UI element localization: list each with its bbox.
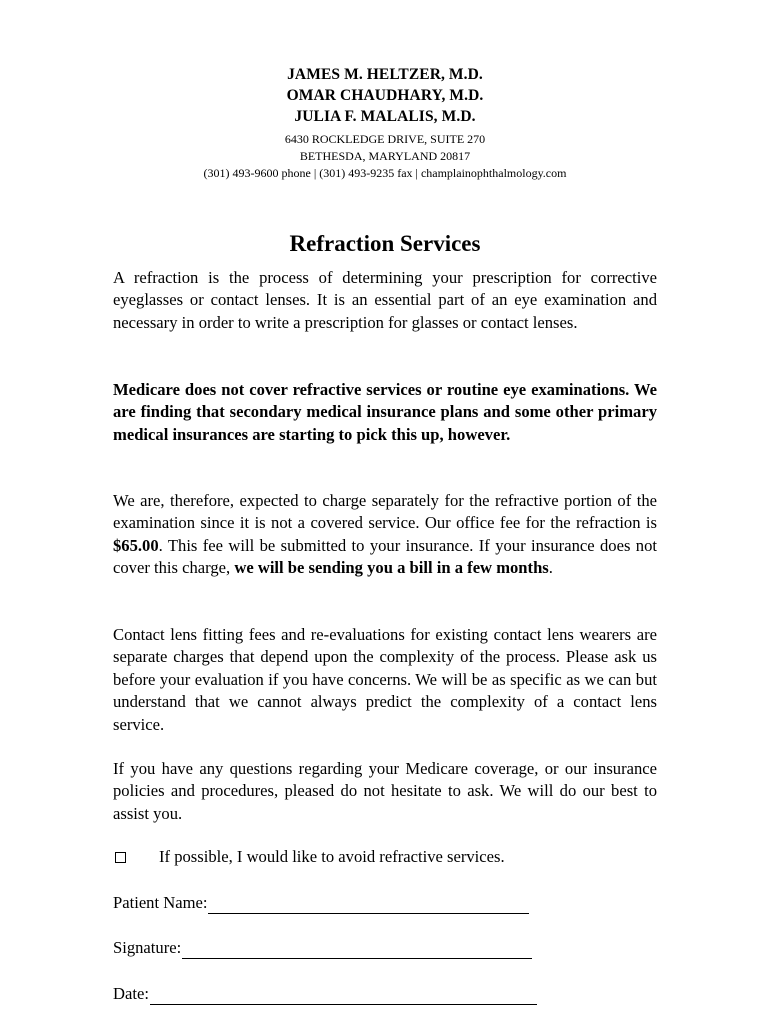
fee-amount: $65.00 bbox=[113, 535, 159, 555]
signature-label: Signature: bbox=[113, 938, 182, 957]
date-line[interactable] bbox=[150, 988, 537, 1005]
paragraph-questions: If you have any questions regarding your Medicare coverage, or our insurance policies and procedures, pleased do not hesitate to ask. We will do our best to assist you. bbox=[113, 759, 657, 823]
doctor-name: OMAR CHAUDHARY, M.D. bbox=[286, 87, 484, 104]
opt-out-label: If possible, I would like to avoid refractive services. bbox=[159, 847, 505, 866]
patient-name-label: Patient Name: bbox=[113, 893, 208, 912]
billing-notice: we will be sending you a bill in a few months bbox=[234, 558, 549, 578]
paragraph-refraction-definition: A refraction is the process of determining your prescription for corrective eyeglasses or contact lenses. It is an essential part of an eye examination and necessary in order to write a prescription for glasses or contact lenses. bbox=[113, 268, 657, 332]
opt-out-row bbox=[113, 846, 505, 868]
date-field bbox=[113, 983, 537, 1005]
address-street: 6430 ROCKLEDGE DRIVE, SUITE 270 bbox=[284, 132, 486, 146]
address-city: BETHESDA, MARYLAND 20817 bbox=[299, 149, 471, 163]
signature-field bbox=[113, 937, 532, 959]
opt-out-checkbox[interactable] bbox=[115, 852, 126, 863]
doctor-name: JAMES M. HELTZER, M.D. bbox=[287, 66, 483, 83]
paragraph-fee bbox=[113, 490, 657, 580]
doctor-name: JULIA F. MALALIS, M.D. bbox=[294, 108, 476, 125]
signature-line[interactable] bbox=[182, 942, 532, 959]
patient-name-line[interactable] bbox=[208, 897, 529, 914]
fee-text-end: . bbox=[548, 558, 553, 578]
letterhead bbox=[0, 64, 770, 182]
paragraph-medicare-notice: Medicare does not cover refractive services or routine eye examinations. We are finding that secondary medical insurance plans and some other primary medical insurances are starting to pick this up, however. bbox=[113, 380, 657, 444]
fee-text-middle: . This fee will be submitted to your insurance. If your insurance does not cover this charge, bbox=[113, 535, 657, 578]
contact-info: (301) 493-9600 phone | (301) 493-9235 fax | champlainophthalmology.com bbox=[203, 166, 567, 180]
date-label: Date: bbox=[113, 984, 149, 1003]
patient-name-field bbox=[113, 892, 529, 914]
document-title: Refraction Services bbox=[289, 231, 481, 256]
fee-text-start: We are, therefore, expected to charge separately for the refractive portion of the examination since it is not a covered service. Our office fee for the refraction is bbox=[113, 491, 657, 533]
paragraph-contact-lens: Contact lens fitting fees and re-evaluations for existing contact lens wearers are separate charges that depend upon the complexity of the process. Please ask us before your evaluation if you have concerns. We will be as specific as we can but understand that we cannot always predict the complexity of a contact lens service. bbox=[113, 625, 657, 734]
